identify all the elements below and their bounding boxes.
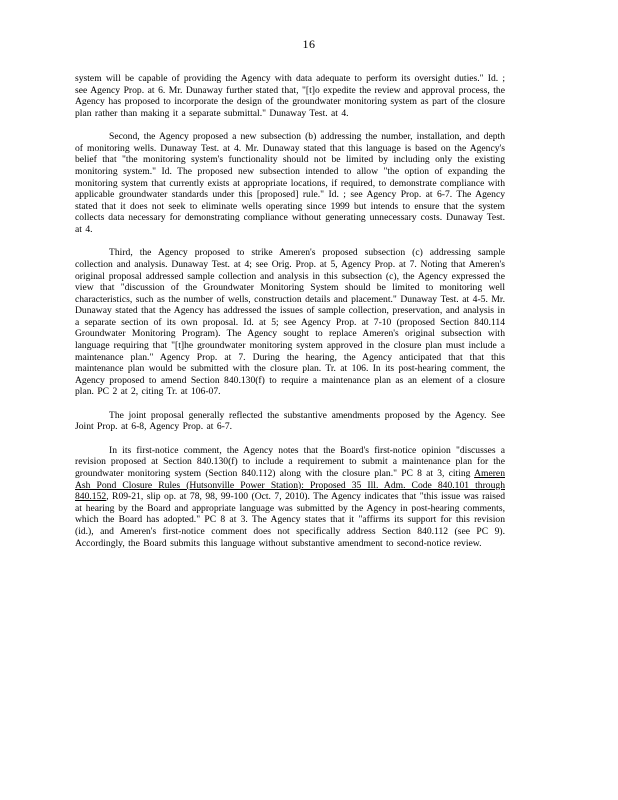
paragraph-2: Second, the Agency proposed a new subsection (b) addressing the number, installation, and depth of monitoring wells. Dunaway Test. at 4. Mr. Dunaway stated that this language is based on the Agency's belief that "the monitoring system's functionality should not be limited by including only the existing monitoring system." Id. The proposed new subsection intended to allow "the option of expanding the monitoring system that currently exists at appropriate locations, if required, to demonstrate compliance with applicable groundwater standards under this [proposed] rule." Id. ; see Agency Prop. at 6-7. The Agency stated that it does not seek to eliminate wells operating since 1999 but intends to ensure that the system collects data necessary for demonstrating compliance without generating unnecessary costs. Dunaway Test. at 4.	[75, 131, 505, 235]
body-text	[75, 73, 505, 561]
paragraph-5	[75, 445, 505, 549]
paragraph-5-text-end: , R09-21, slip op. at 78, 98, 99-100 (Oct. 7, 2010). The Agency indicates that "this issue was raised at hearing by the Board and appropriate language was submitted by the Agency in post-hearing comments, which the Board has adopted." PC 8 at 3. The Agency states that it "affirms its support for this revision (id.), and Ameren's first-notice comment does not specifically address Section 840.112 (see PC 9). Accordingly, the Board submits this language without substantive amendment to second-notice review.	[75, 491, 505, 549]
paragraph-5-text-start: In its first-notice comment, the Agency notes that the Board's first-notice opinion "discusses a revision proposed at Section 840.130(f) to include a requirement to submit a maintenance plan for the groundwater monitoring system (Section 840.112) along with the closure plan." PC 8 at 3, citing	[75, 444, 505, 479]
paragraph-1: system will be capable of providing the Agency with data adequate to perform its oversight duties." Id. ; see Agency Prop. at 6. Mr. Dunaway further stated that, "[t]o expedite the review and approval process, the Agency has proposed to incorporate the design of the groundwater monitoring system as part of the closure plan rather than making it a separate submittal." Dunaway Test. at 4.	[75, 73, 505, 119]
page-number: 16	[302, 37, 316, 51]
paragraph-3: Third, the Agency proposed to strike Ameren's proposed subsection (c) addressing sample collection and analysis. Dunaway Test. at 4; see Orig. Prop. at 5, Agency Prop. at 7. Noting that Ameren's original proposal addressed sample collection and analysis in this subsection (c), the Agency expressed the view that "discussion of the Groundwater Monitoring System should be limited to monitoring well characteristics, such as the number of wells, construction details and placement." Dunaway Test. at 4-5. Mr. Dunaway stated that the Agency has addressed the issues of sample collection, preservation, and analysis in a separate section of its own proposal. Id. at 5; see Agency Prop. at 7-10 (proposed Section 840.114 Groundwater Monitoring Program). The Agency sought to replace Ameren's original subsection with language requiring that "[t]he groundwater monitoring system approved in the closure plan must include a maintenance plan." Agency Prop. at 7. During the hearing, the Agency anticipated that that this maintenance plan would be submitted with the closure plan. Tr. at 106. In its post-hearing comment, the Agency proposed to amend Section 840.130(f) to require a maintenance plan as an element of a closure plan. PC 2 at 2, citing Tr. at 106-07.	[75, 247, 505, 398]
paragraph-4: The joint proposal generally reflected the substantive amendments proposed by the Agency. See Joint Prop. at 6-8, Agency Prop. at 6-7.	[75, 409, 505, 433]
case-citation: Ameren Ash Pond Closure Rules (Hutsonville Power Station): Proposed 35 Ill. Adm. Code 840.101 through 840.152	[75, 468, 505, 503]
